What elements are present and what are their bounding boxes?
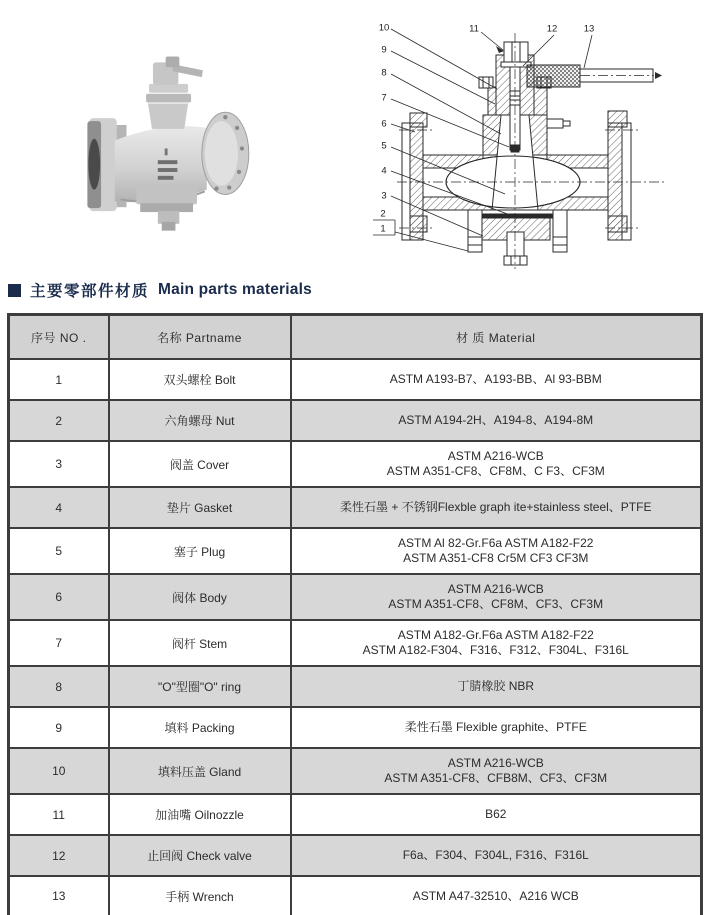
table-row [9,528,702,574]
cell-partname: 阀体 Body [109,574,291,620]
diagram-callout: 12 [546,23,558,35]
diagram-callout: 13 [583,23,595,35]
table-row [9,574,702,620]
parts-materials-table [7,313,703,915]
cell-material: F6a、F304、F304L, F316、F316L [291,835,702,876]
table-row [9,876,702,915]
diagram-callout: 1 [380,223,386,235]
cell-material: ASTM A47-32510、A216 WCB [291,876,702,915]
cell-partname: 塞子 Plug [109,528,291,574]
section-marker-icon [8,284,21,297]
table-row [9,441,702,487]
cell-partname: 六角螺母 Nut [109,400,291,441]
cell-material: 丁腈橡胶 NBR [291,666,702,707]
cell-material: ASTM A193-B7、A193-BB、Al 93-BBM [291,359,702,400]
cell-no: 8 [9,666,109,707]
table-row [9,794,702,835]
diagram-callout: 3 [381,190,387,202]
cell-no: 2 [9,400,109,441]
valve-photo-image [85,35,305,260]
cell-partname: "O"型圈"O" ring [109,666,291,707]
table-header-row [9,315,702,360]
table-row [9,666,702,707]
diagram-callout: 2 [380,208,386,220]
diagram-callout: 7 [381,92,387,104]
cell-partname: 阀杆 Stem [109,620,291,666]
section-title-zh: 主要零部件材质 [30,283,150,300]
cell-no: 13 [9,876,109,915]
col-header-partname: 名称 Partname [109,315,291,360]
cell-partname: 双头螺栓 Bolt [109,359,291,400]
cell-material: ASTM A216-WCB ASTM A351-CF8、CF8M、CF3、CF3M [291,574,702,620]
valve-photo [85,35,305,260]
cell-material: 柔性石墨 Flexible graphite、PTFE [291,707,702,748]
cell-material: ASTM A216-WCB ASTM A351-CF8、CF8M、C F3、CF3M [291,441,702,487]
cell-no: 11 [9,794,109,835]
diagram-callout: 10 [378,22,390,34]
diagram-callout: 4 [381,165,387,177]
cell-no: 9 [9,707,109,748]
cell-no: 4 [9,487,109,528]
table-row [9,487,702,528]
cell-material: ASTM A216-WCB ASTM A351-CF8、CFB8M、CF3、CF3M [291,748,702,794]
cell-partname: 手柄 Wrench [109,876,291,915]
cell-no: 10 [9,748,109,794]
cell-partname: 填料压盖 Gland [109,748,291,794]
section-title [8,279,312,301]
cell-material: ASTM A194-2H、A194-8、A194-8M [291,400,702,441]
cell-no: 5 [9,528,109,574]
cell-partname: 加油嘴 Oilnozzle [109,794,291,835]
cell-no: 1 [9,359,109,400]
cell-partname: 垫片 Gasket [109,487,291,528]
valve-cross-section-drawing [355,5,710,270]
cell-material: 柔性石墨 + 不锈钢Flexble graph ite+stainless steel、PTFE [291,487,702,528]
section-title-en: Main parts materials [158,281,312,298]
col-header-no: 序号 NO . [9,315,109,360]
diagram-callout: 6 [381,118,387,130]
cell-material: ASTM A182-Gr.F6a ASTM A182-F22 ASTM A182-F304、F316、F312、F304L、F316L [291,620,702,666]
diagram-callout: 8 [381,67,387,79]
table-row [9,359,702,400]
cell-partname: 阀盖 Cover [109,441,291,487]
cell-no: 3 [9,441,109,487]
diagram-callout: 11 [469,23,479,35]
cell-no: 12 [9,835,109,876]
diagram-callout: 5 [381,140,387,152]
cell-material: B62 [291,794,702,835]
cell-partname: 止回阀 Check valve [109,835,291,876]
cell-material: ASTM Al 82-Gr.F6a ASTM A182-F22 ASTM A351-CF8 Cr5M CF3 CF3M [291,528,702,574]
cell-partname: 填料 Packing [109,707,291,748]
valve-cross-section-diagram [355,5,710,270]
diagram-callout: 9 [381,44,387,56]
table-row [9,748,702,794]
cell-no: 7 [9,620,109,666]
table-row [9,400,702,441]
table-row [9,835,702,876]
cell-no: 6 [9,574,109,620]
table-row [9,707,702,748]
col-header-material: 材 质 Material [291,315,702,360]
table-row [9,620,702,666]
